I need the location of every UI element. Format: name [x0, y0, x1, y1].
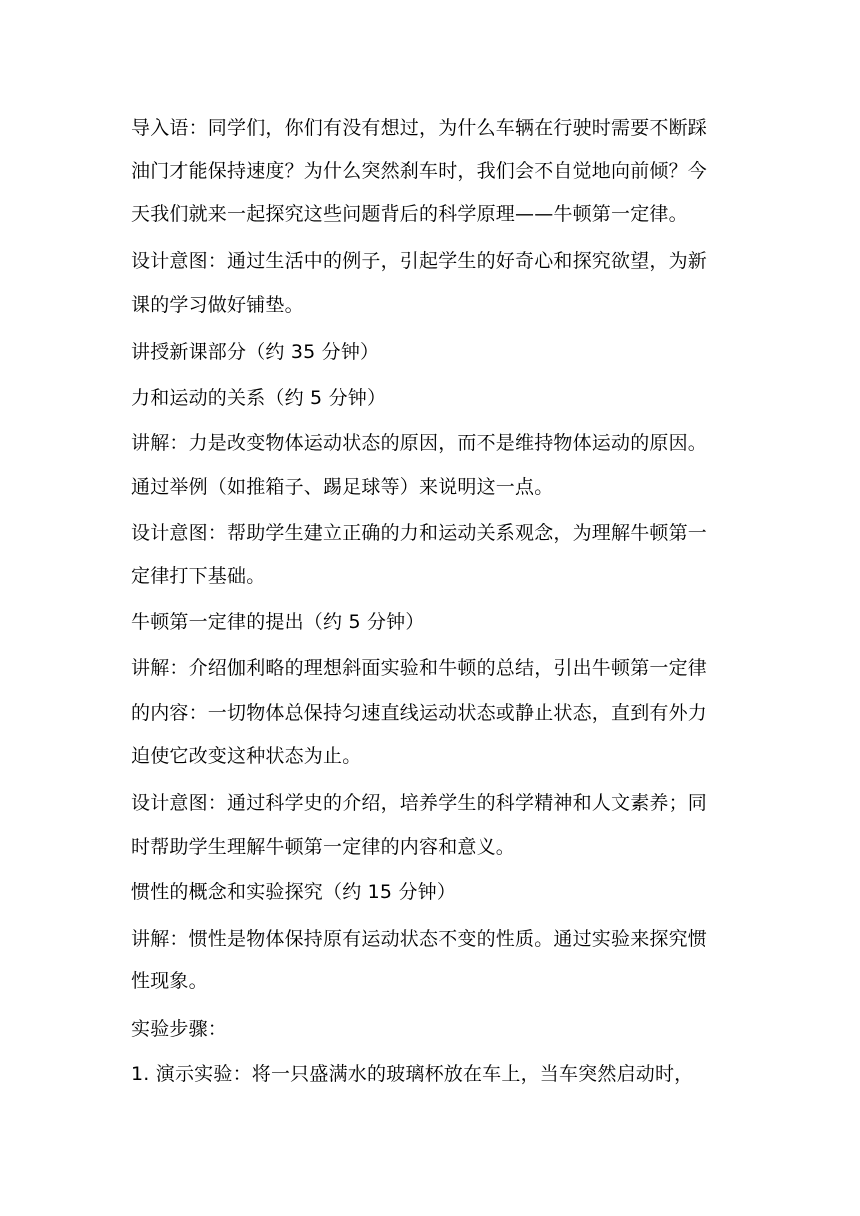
text-line: 性现象。	[131, 970, 208, 992]
text-line: 讲解：力是改变物体运动状态的原因，而不是维持物体运动的原因。	[131, 432, 708, 454]
subsection-heading: 力和运动的关系（约 5 分钟）	[131, 387, 387, 409]
text-line: 的内容：一切物体总保持匀速直线运动状态或静止状态，直到有外力	[131, 702, 708, 724]
section-heading: 讲授新课部分（约 35 分钟）	[131, 341, 380, 363]
text-line: 油门才能保持速度？为什么突然刹车时，我们会不自觉地向前倾？今	[131, 160, 708, 182]
text-line: 课的学习做好铺垫。	[131, 294, 304, 316]
text-line: 天我们就来一起探究这些问题背后的科学原理——牛顿第一定律。	[131, 203, 688, 225]
text-line: 定律打下基础。	[131, 565, 266, 587]
text-line: 讲解：惯性是物体保持原有运动状态不变的性质。通过实验来探究惯	[131, 928, 708, 950]
list-item: 1. 演示实验：将一只盛满水的玻璃杯放在车上，当车突然启动时，	[131, 1063, 694, 1085]
subsection-heading: 牛顿第一定律的提出（约 5 分钟）	[131, 611, 425, 633]
text-line: 实验步骤：	[131, 1018, 228, 1040]
subsection-heading: 惯性的概念和实验探究（约 15 分钟）	[131, 881, 457, 903]
text-line: 导入语：同学们，你们有没有想过，为什么车辆在行驶时需要不断踩	[131, 117, 708, 139]
text-line: 时帮助学生理解牛顿第一定律的内容和意义。	[131, 836, 516, 858]
text-line: 通过举例（如推箱子、踢足球等）来说明这一点。	[131, 476, 554, 498]
text-line: 讲解：介绍伽利略的理想斜面实验和牛顿的总结，引出牛顿第一定律	[131, 657, 708, 679]
text-line: 设计意图：通过生活中的例子，引起学生的好奇心和探究欲望，为新	[131, 250, 708, 272]
text-line: 设计意图：通过科学史的介绍，培养学生的科学精神和人文素养；同	[131, 792, 708, 814]
text-line: 迫使它改变这种状态为止。	[131, 745, 362, 767]
text-line: 设计意图：帮助学生建立正确的力和运动关系观念，为理解牛顿第一	[131, 522, 708, 544]
